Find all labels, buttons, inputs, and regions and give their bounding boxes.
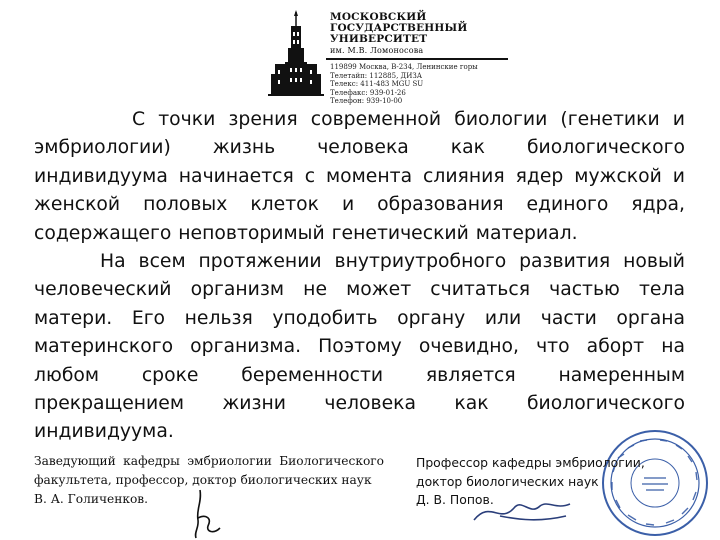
signer-degree-line: доктор биологических наук xyxy=(416,473,599,489)
signer-title-line: Профессор кафедры эмбриологии, xyxy=(416,455,645,470)
paragraph-prenatal: На всем протяжении внутриутробного развития новый человеческий организм не может считаться частью тела матери. Его нельзя уподобить органу или части органа материнского организма. Поэтому очевидно, что аборт на любом сроке беременности является намеренным прекращением жизни человека как биологического индивидуума. xyxy=(34,251,685,443)
contact-line: 119899 Москва, В-234, Ленинские горы xyxy=(330,63,478,71)
university-line: МОСКОВСКИЙ xyxy=(330,11,427,23)
signer-title: Заведующий кафедры эмбриологии Биологического факультета, профессор, доктор биологических наук xyxy=(34,454,384,487)
contact-info xyxy=(330,63,478,106)
paragraph-conception: С точки зрения современной биологии (генетики и эмбриологии) жизнь человека как биологического индивидуума начинается с момента слияния ядер мужской и женской половых клеток и образования единого ядра, содержащего неповторимый генетический материал. xyxy=(34,109,685,244)
university-building-logo xyxy=(268,8,324,108)
contact-line: Телефакс: 939-01-26 xyxy=(330,88,406,97)
signer-name: В. А. Голиченков. xyxy=(34,492,149,506)
letterhead-divider xyxy=(326,58,508,60)
contact-line: Телетайп: 112885, ДИЗА xyxy=(330,71,422,80)
university-name xyxy=(330,12,468,56)
signer-name: Д. В. Попов. xyxy=(416,492,494,507)
university-line: им. М.В. Ломоносова xyxy=(330,46,424,55)
handwritten-signature-right xyxy=(470,490,580,530)
contact-line: Телефон: 939-10-00 xyxy=(330,97,403,106)
university-line: ГОСУДАРСТВЕННЫЙ xyxy=(330,22,468,34)
handwritten-signature-left xyxy=(186,488,226,540)
university-line: УНИВЕРСИТЕТ xyxy=(330,33,428,45)
statement-body xyxy=(34,106,685,447)
contact-line: Телекс: 411-483 MGU SU xyxy=(330,80,424,89)
letterhead xyxy=(268,8,498,108)
